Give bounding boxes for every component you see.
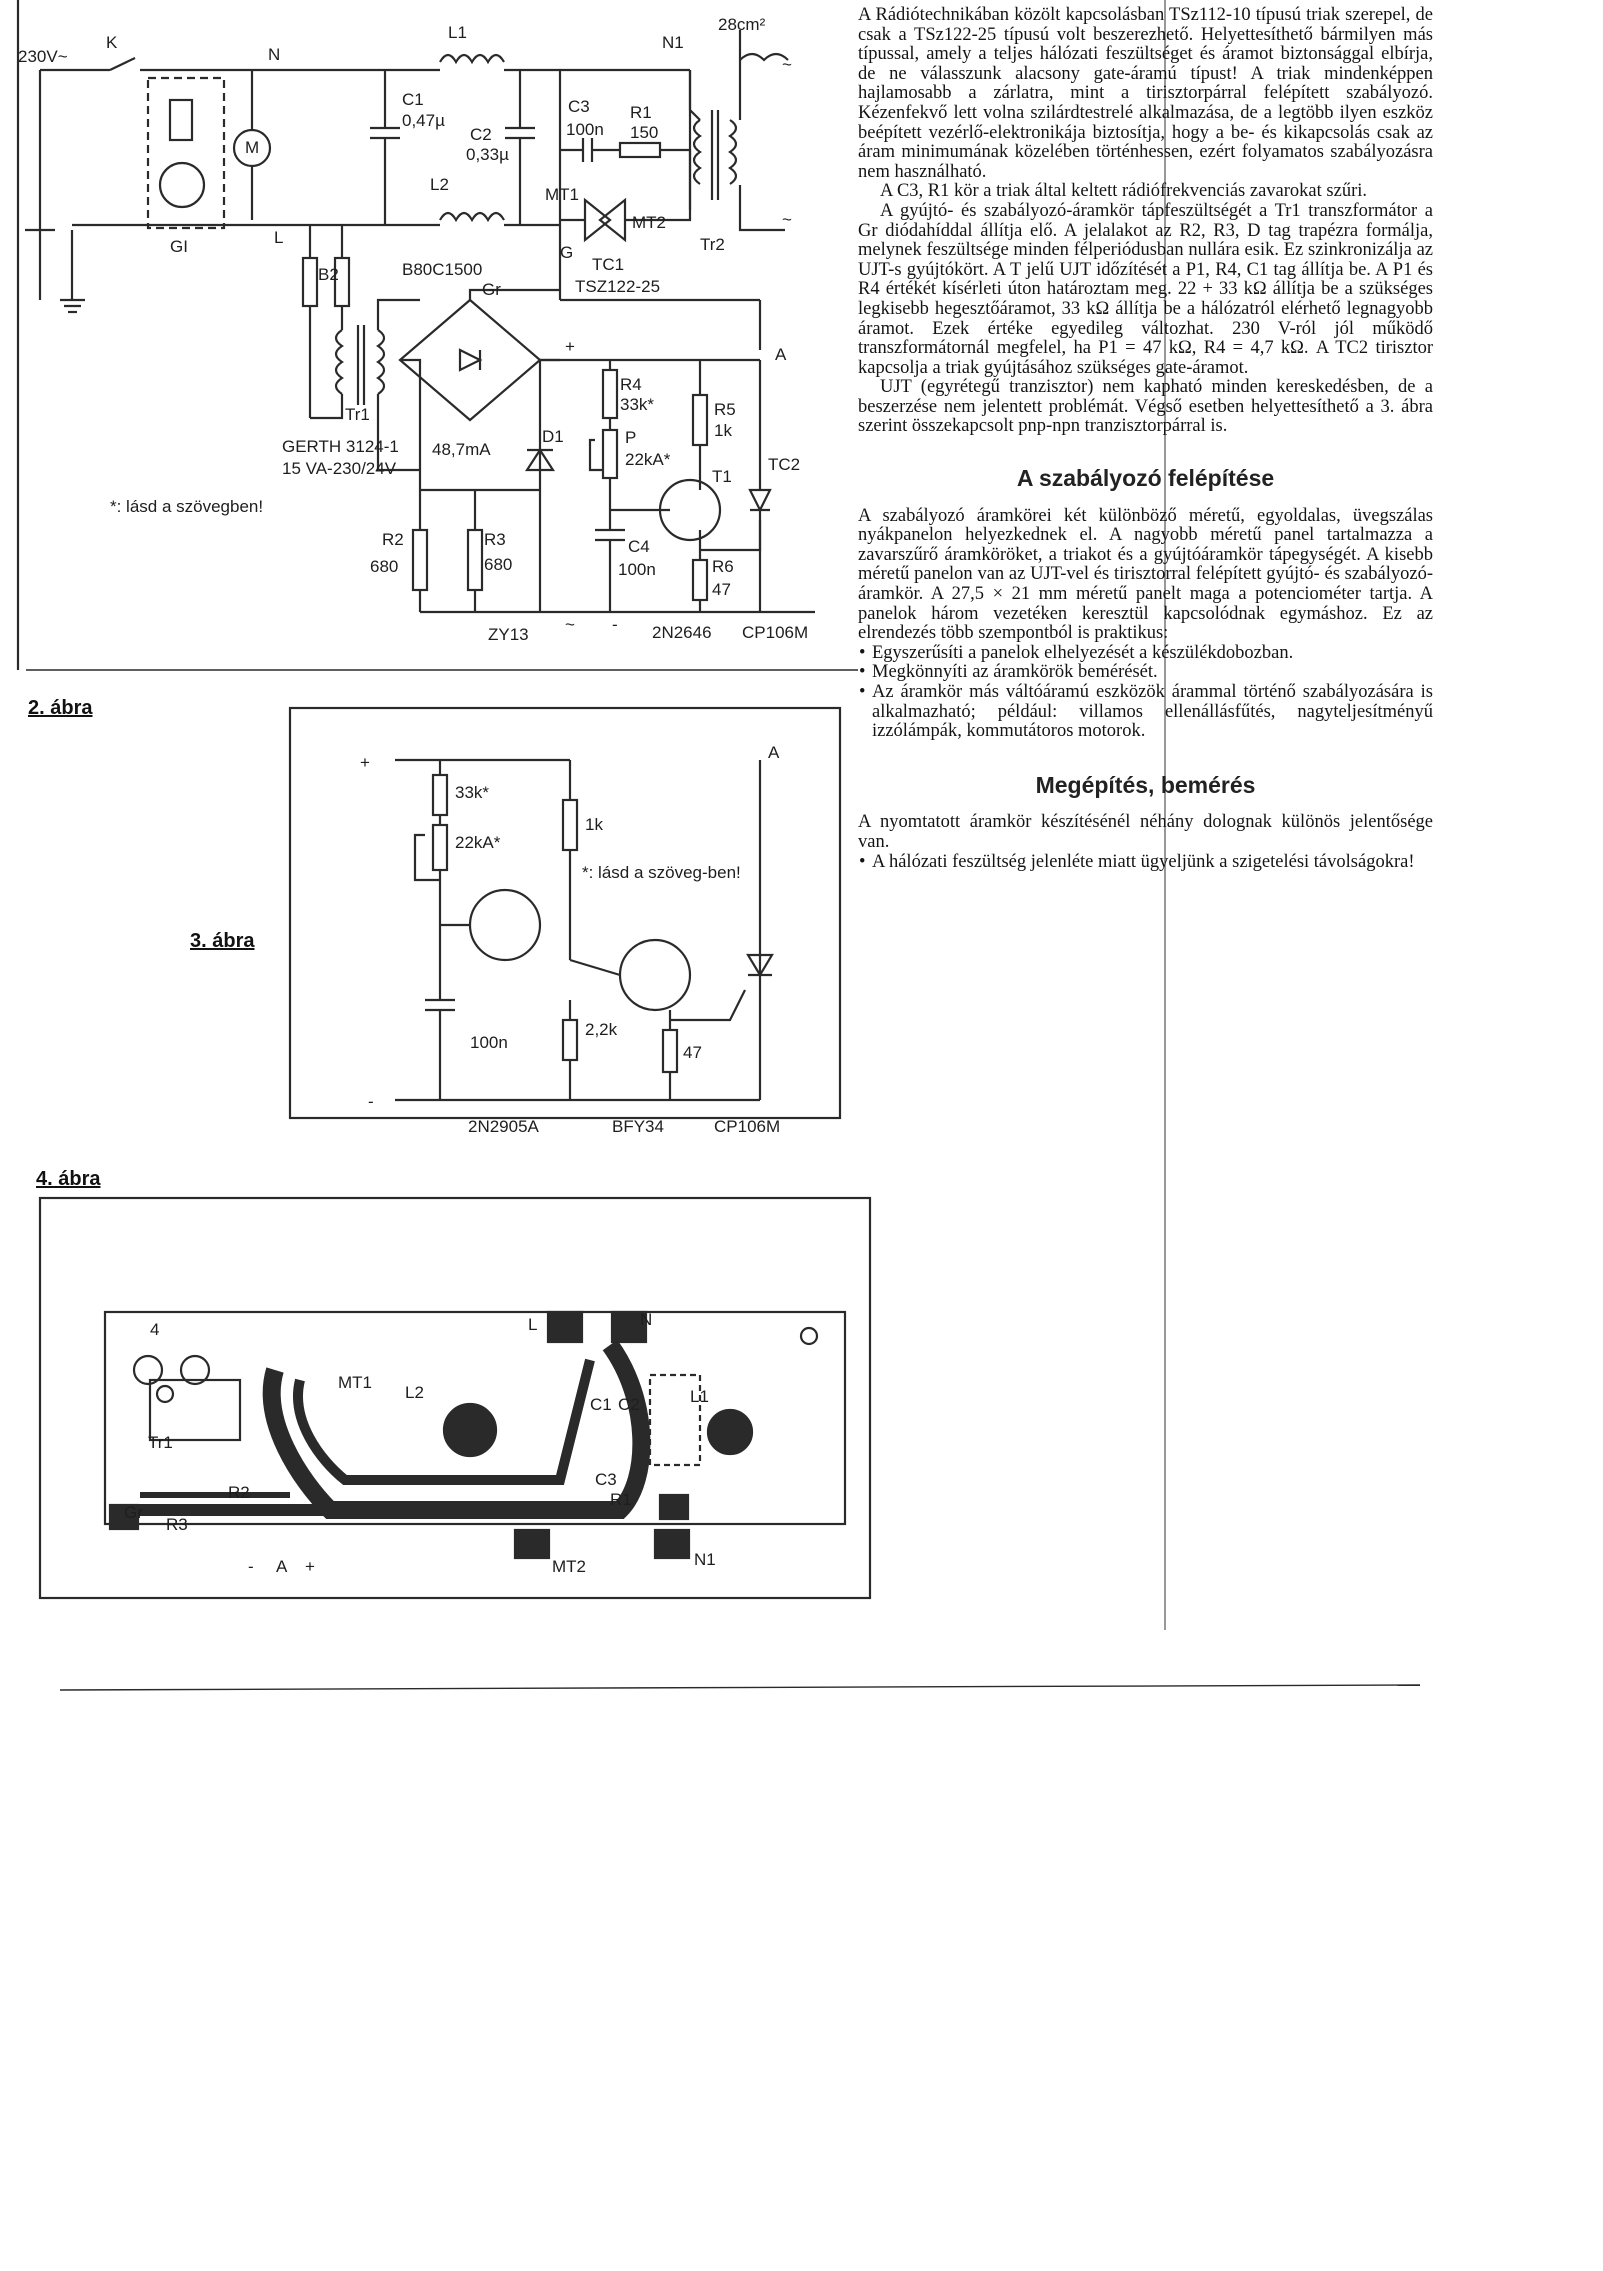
bullet-list-1 bbox=[858, 644, 1433, 742]
r4-label: R4 bbox=[620, 375, 642, 394]
tr1-label: Tr1 bbox=[345, 405, 370, 424]
bullet-3: • Az áramkör más váltóáramú eszközök árammal történő szabályozására is alkalmazható; például: villamos ellenállásfűtés, nagyteljesítményű izzólámpák, kommutátoros motorok. bbox=[872, 683, 1433, 742]
minus-label: ~ bbox=[565, 615, 575, 634]
fig3-c100: 100n bbox=[470, 1033, 508, 1052]
r1-label: R1 bbox=[630, 103, 652, 122]
a-label: A bbox=[775, 345, 787, 364]
fig4-l: L bbox=[528, 1315, 538, 1334]
fig4-a: A bbox=[276, 1557, 288, 1576]
fig4-r2: R2 bbox=[228, 1483, 250, 1502]
coil-area: 28cm² bbox=[718, 15, 766, 34]
paragraph-1: A Rádiótechnikában közölt kapcsolásban TSz112-10 típusú triak szerepel, de csak a TSz122-25 típusú volt beszerezhető. Helyettesíthető bármilyen más típussal, amely a teljes hálózati feszültséget és áramot biztonsággal elbírja, de ne válasszunk alacsony gate-áramú típust! A triak mindenképpen hajlamosabb a zárlatra, mint a tirisztorpárral felépített szabályozó. Kézenfekvő lett volna szilárdtestrelé alkalmazása, de a legtöbb ilyen eszköz beépített vezérlő-elektronikája biztosítja, hogy a be- és kikapcsolás csak az áram minimumának közelében történhessen, ezért folyamatos szabályozásra nem használható. bbox=[858, 5, 1433, 182]
fig4-tr1: Tr1 bbox=[148, 1433, 173, 1452]
fig4-gr: Gr bbox=[124, 1503, 143, 1522]
tc1-label: TC1 bbox=[592, 255, 625, 274]
paragraph-6: A nyomtatott áramkör készítésénél néhány dolognak különös jelentősége van. bbox=[858, 812, 1433, 852]
c1-label: C1 bbox=[402, 90, 424, 109]
c1-value: 0,47µ bbox=[402, 111, 445, 130]
t1-label: T1 bbox=[712, 467, 732, 486]
ujt-type: 2N2646 bbox=[652, 623, 712, 642]
fig4-l1: L1 bbox=[690, 1387, 709, 1406]
fig4-minus: - bbox=[248, 1557, 254, 1576]
r3-value: 680 bbox=[484, 555, 513, 574]
bullet-2: • Megkönnyíti az áramkörök bemérését. bbox=[872, 663, 1433, 683]
d1-label: D1 bbox=[542, 427, 564, 446]
fig3-scr: CP106M bbox=[714, 1117, 781, 1136]
r4-value: 33k* bbox=[620, 395, 655, 414]
fig3-plus: + bbox=[360, 753, 370, 772]
mt1-label: MT1 bbox=[545, 185, 579, 204]
bullet-1: • Egyszerűsíti a panelok elhelyezését a készülékdobozban. bbox=[872, 644, 1433, 664]
trafo-rating: 15 VA-230/24V bbox=[282, 459, 397, 478]
trafo-type: GERTH 3124-1 bbox=[282, 437, 399, 456]
current-label: 48,7mA bbox=[432, 440, 491, 459]
r1-value: 150 bbox=[630, 123, 659, 142]
gate-label: G bbox=[560, 243, 574, 262]
r5-value: 1k bbox=[714, 421, 732, 440]
c3-value: 100n bbox=[566, 120, 604, 139]
paragraph-3: A gyújtó- és szabályozó-áramkör tápfeszültségét a Tr1 transzformátor a Gr diódahíddal állítja elő. A jelalakot az R2, R3, D tag trapézra formálja, melynek feszültsége minden félperiódusban nullára esik. Ez szinkronizálja az UJT-s gyújtókört. A T jelű UJT időzítését a P1, R4, C1 tag állítja be. A P1 és R4 értékét kísérleti úton határoztam meg. 22 + 33 kΩ állítja be a szükséges legkisebb hegesztőáramot, 33 kΩ állítja be a hálózatról elérhető legnagyobb áramot. Ezek értéke egyedileg változhat. 230 V-ról jól működő transzformátornál megfelel, ha P1 = 47 kΩ, R4 = 4,7 kΩ. A TC2 tirisztor kapcsolja a triak gyújtásához szükséges gate-áramot. bbox=[858, 200, 1433, 378]
bullet-list-2 bbox=[858, 853, 1433, 873]
fig3-a: A bbox=[768, 743, 780, 762]
b2-label: B2 bbox=[318, 265, 339, 284]
r2-label: R2 bbox=[382, 530, 404, 549]
figure-2-label: 2. ábra bbox=[28, 697, 93, 719]
c2-value: 0,33µ bbox=[466, 145, 509, 164]
l-label: L bbox=[274, 228, 284, 247]
p-value: 22kA* bbox=[625, 450, 671, 469]
bridge-type: B80C1500 bbox=[402, 260, 483, 279]
fig3-r47: 47 bbox=[683, 1043, 702, 1062]
r3-label: R3 bbox=[484, 530, 506, 549]
n1-label: N1 bbox=[662, 33, 684, 52]
r6-label: R6 bbox=[712, 557, 734, 576]
fig4-n1: N1 bbox=[694, 1550, 716, 1569]
c4-value: 100n bbox=[618, 560, 656, 579]
fig4-r1: R1 bbox=[610, 1490, 632, 1509]
l2-label: L2 bbox=[430, 175, 449, 194]
tr2-label: Tr2 bbox=[700, 235, 725, 254]
fig4-c1: C1 bbox=[590, 1395, 612, 1414]
tc2-label: TC2 bbox=[768, 455, 801, 474]
fig3-r33: 33k* bbox=[455, 783, 490, 802]
fig4-c3: C3 bbox=[595, 1470, 617, 1489]
gi-label: GI bbox=[170, 237, 188, 256]
fig4-r3: R3 bbox=[166, 1515, 188, 1534]
gr-label: Gr bbox=[482, 280, 501, 299]
n-label: N bbox=[268, 45, 281, 64]
fig3-minus: - bbox=[368, 1092, 374, 1111]
figure-4-pcb bbox=[40, 1198, 870, 1598]
tc1-type: TSZ122-25 bbox=[575, 277, 661, 296]
bottom-minus: - bbox=[612, 615, 618, 634]
heading-build: Megépítés, bemérés bbox=[1035, 771, 1256, 798]
fig4-plus: + bbox=[305, 1557, 315, 1576]
fig4-n: N bbox=[640, 1310, 653, 1329]
out-ac-top: ~ bbox=[782, 55, 792, 74]
mains-label: 230V~ bbox=[18, 47, 68, 66]
p-label: P bbox=[625, 428, 637, 447]
fig4-c2: C2 bbox=[618, 1395, 640, 1414]
bullet-4: • A hálózati feszültség jelenléte miatt ügyeljünk a szigetelési távolságokra! bbox=[872, 853, 1433, 873]
paragraph-2: A C3, R1 kör a triak által keltett rádiófrekvenciás zavarokat szűri. bbox=[880, 181, 1367, 202]
note-label: *: lásd a szövegben! bbox=[110, 497, 264, 516]
paragraph-5: A szabályozó áramkörei két különböző méretű, egyoldalas, üvegszálas nyákpanelon helyezkednek el. A nagyobb méretű panel tartalmazza a zavarszűrő áramköröket, a triakot és a gyújtóáramkör tápegységét. A kisebb méretű panelon van az UJT-vel és tirisztorral felépített gyújtó- és szabályozó-áramkör. A 27,5 × 21 mm méretű panelt maga a potenciométer tartja. A panelok három vezetéken keresztül kapcsolódnak egymáshoz. Ez az elrendezés több szempontból is praktikus: bbox=[858, 505, 1433, 644]
fig3-note: *: lásd a szöveg-ben! bbox=[582, 863, 741, 882]
fig3-t1: 2N2905A bbox=[468, 1117, 539, 1136]
fig4-mt2: MT2 bbox=[552, 1557, 586, 1576]
fig4-mt1: MT1 bbox=[338, 1373, 372, 1392]
article-column bbox=[858, 6, 1433, 872]
figure-3-label: 3. ábra bbox=[190, 930, 255, 952]
fig3-p22: 22kA* bbox=[455, 833, 501, 852]
mt2-label: MT2 bbox=[632, 213, 666, 232]
heading-construction: A szabályozó felépítése bbox=[1016, 465, 1275, 492]
zener-type: ZY13 bbox=[488, 625, 529, 644]
switch-label: K bbox=[106, 33, 118, 52]
paragraph-4: UJT (egyrétegű tranzisztor) nem kapható minden kereskedésben, de a beszerzése nem jelentett problémát. Végső esetben helyettesíthető a 3. ábra szerint összekapcsolt pnp-npn tranzisztorpárral is. bbox=[858, 377, 1433, 437]
figure-4-label: 4. ábra bbox=[36, 1168, 101, 1190]
l1-label: L1 bbox=[448, 23, 467, 42]
fig3-t2: BFY34 bbox=[612, 1117, 664, 1136]
c3-label: C3 bbox=[568, 97, 590, 116]
r6-value: 47 bbox=[712, 580, 731, 599]
out-ac-bot: ~ bbox=[782, 210, 792, 229]
fig4-tr-mark: 4 bbox=[150, 1320, 160, 1339]
c4-label: C4 bbox=[628, 537, 650, 556]
plus-label: + bbox=[565, 337, 575, 356]
c2-label: C2 bbox=[470, 125, 492, 144]
figure-3-schematic bbox=[290, 708, 840, 1118]
fig4-l2: L2 bbox=[405, 1383, 424, 1402]
figure-4-labels bbox=[124, 1310, 716, 1576]
scr-type: CP106M bbox=[742, 623, 809, 642]
r5-label: R5 bbox=[714, 400, 736, 419]
fig3-r1k: 1k bbox=[585, 815, 603, 834]
r2-value: 680 bbox=[370, 557, 399, 576]
fig3-r22: 2,2k bbox=[585, 1020, 618, 1039]
motor-label: M bbox=[245, 138, 260, 157]
